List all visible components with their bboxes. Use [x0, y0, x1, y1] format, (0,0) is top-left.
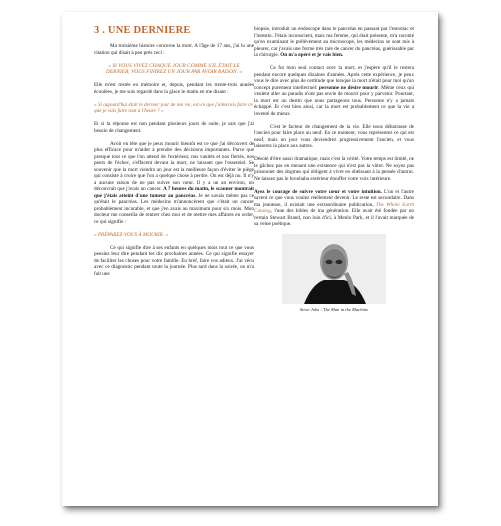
paragraph-text: . Même ceux qui veulent aller au paradis n'ont pas envie de mourir pour y parvenir. Pourtant, la mort est un destin que nous partageons tous. Personne n'y a jamais échappé. Et c'est bien ainsi, car la mort est probablement ce que la vie a inventé de mieux. — [254, 84, 414, 117]
paragraph — [254, 26, 414, 59]
quote: « Si aujourd'hui était le dernier jour de ma vie, est-ce que j'aimerais faire ce que je vais faire tout à l'heure ? » — [94, 101, 253, 114]
document-page — [62, 12, 438, 506]
paragraph: Désolé d'être aussi dramatique, mais c'est la vérité. Votre temps est limité, ne le gâchez pas en menant une existence qui n'est pas la vôtre. Ne soyez pas prisonnier des dogmes qui obligent à vivre en obéissant à la pensée d'autrui. Ne laissez pas le brouhaha extérieur étouffer votre voix intérieure. — [254, 156, 414, 182]
paragraph: Ce qui signifie dire à ses enfants en quelques mois tout ce que vous pensiez leur dire pendant les dix prochaines années. Ce qui signifie essayer de faciliter les choses pour votre famille. En bref, faire vos adieux. J'ai vécu avec ce diagnostic pendant toute la journée. Plus tard dans la soirée, on m'a fait une — [94, 244, 254, 277]
paragraph — [254, 65, 414, 117]
paragraph-text: , l'une des bibles de ma génération. Elle avait été fondée par un certain Stewart Brand, non loin d'ici, à Menlo Park, et il l'avait marquée de sa veine poétique. — [254, 208, 414, 227]
right-column — [254, 26, 414, 314]
paragraph: Et si la réponse est non pendant plusieurs jours de suite, je sais que j'ai besoin de changement. — [94, 121, 254, 134]
paragraph: Ma troisième histoire concerne la mort. A l'âge de 17 ans, j'ai lu une citation qui disait à peu près ceci : — [94, 43, 254, 56]
bold-text: Ayez le courage de suivre votre cœur et votre intuition. — [254, 188, 382, 195]
bold-text: personne ne désire mourir — [319, 84, 379, 91]
paragraph-text: Je ne savais même pas ce qu'était le pancréas. Les médecins m'annoncèrent que c'était un cancer probablement incurable, et que j'en avais au maximum pour six mois. Mon docteur me conseilla de rentrer chez moi et de mettre mes affaires en ordre, ce qui signifie : — [94, 192, 254, 225]
portrait-image — [282, 234, 386, 304]
paragraph-text: Ce fut mon seul contact avec la mort, et j'espère qu'il le restera pendant encore quelques dizaines d'années. Après cette expérience, je peux vous le dire avec plus de certitude que lorsque la mort n'était pour moi qu'un concept purement intellectuel: — [254, 65, 414, 91]
left-column — [94, 25, 254, 284]
section-title — [94, 25, 254, 37]
bold-text: A 7 heures du matin, le scanner montrait que j'étais atteint d'une tumeur au pancréas. — [94, 186, 254, 199]
bold-text: On m'a opéré et je vais bien. — [280, 52, 344, 58]
quote: « PRÉPAREZ-VOUS À MOURIR. » — [94, 231, 168, 238]
paragraph: Elle m'est restée en mémoire et, depuis, pendant les trente-trois années écoulées, je me suis regardé dans la glace le matin en me disant : — [94, 82, 254, 95]
photo-caption: Steve Jobs : The Man in the Machine — [299, 307, 369, 312]
paragraph-text: Avoir en tête que je peux mourir bientôt est ce que j'ai découvert de plus efficace pour m'aider à prendre des décisions importantes. Parce que presque tout ce que l'on attend de l'extérieur, nos vanités et nos fiertés, nos peurs de l'échec, s'effacent devant la mort, ne laissant que l'essentiel. Se souvenir que la mort viendra un jour est la meilleure façon d'éviter le piège qui consiste à croire que l'on a quelque chose à perdre. On est déjà nu. Il n'y a aucune raison de ne pas suivre son cœur. Il y a un an environ, on découvrait que j'avais un cancer. — [94, 140, 254, 192]
portrait-photo — [282, 234, 386, 304]
paragraph: C'est le facteur de changement de la vie. Elle nous débarrasse de l'ancien pour faire place au neuf. En ce moment, vous représentez ce qui est neuf, mais un jour vous deviendrez progressivement l'ancien, et vous laisserez la place aux autres. — [254, 123, 414, 149]
paragraph — [254, 189, 414, 228]
section-number: 3 — [94, 25, 100, 36]
publication-title: The Whole Earth Catalog — [254, 201, 414, 214]
section-heading: . UNE DERNIERE — [99, 25, 191, 36]
paragraph — [94, 141, 254, 226]
paragraph-text: L'un et l'autre savent ce que vous voulez réellement devenir. Le reste est secondaire. Dans ma jeunesse, il existait une extraordinaire publication, — [254, 188, 414, 208]
quote: « SI VOUS VIVEZ CHAQUE JOUR COMME S'IL ÉTAIT LE DERNIER, VOUS FINIREZ UN JOUR PAR AVOIR RAISON. » — [105, 62, 243, 75]
paragraph-text: biopsie, introduit un endoscope dans le pancréas en passant par l'estomac et l'intestin. J'étais inconscient, mais ma femme, qui était présente, m'a raconté qu'en examinant le prélèvement au microscope, les médecins se sont mis à pleurer, car j'avais une forme très rare de cancer du pancréas, guérissable par la chirurgie. — [254, 26, 414, 58]
